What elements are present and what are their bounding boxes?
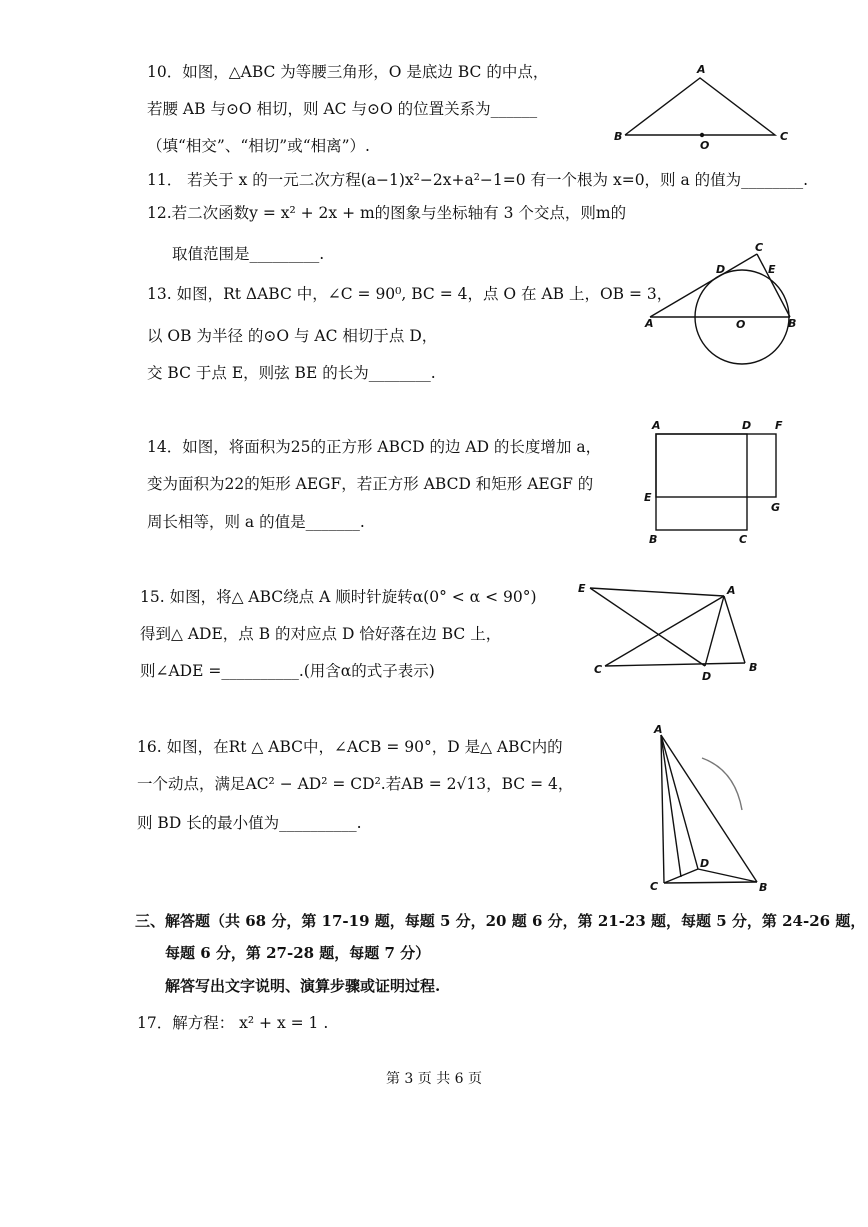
q16-label-c: C: [650, 880, 659, 893]
q14-label-b: B: [649, 533, 658, 546]
q14-label-d: D: [742, 419, 752, 432]
q15-line3: 则∠ADE =__________.(用含α的式子表示): [140, 662, 435, 680]
q14-line1: 14．如图，将面积为25的正方形 ABCD 的边 AD 的长度增加 a，: [147, 438, 602, 456]
q10-label-a: A: [697, 63, 706, 76]
q10-label-c: C: [780, 130, 789, 143]
q14-line3: 周长相等，则 a 的值是_______.: [147, 513, 365, 531]
q14-label-e: E: [644, 491, 652, 504]
q10-line1: 10．如图，△ABC 为等腰三角形，O 是底边 BC 的中点，: [147, 63, 549, 81]
q16-arc: [702, 758, 742, 810]
section3-heading-line1: 三、解答题（共 68 分，第 17-19 题，每题 5 分，20 题 6 分，第 21-23 题，每题 5 分，第 24-26 题，: [135, 912, 866, 930]
q10-label-o: O: [700, 139, 710, 152]
q16-line2: 一个动点，满足AC² − AD² = CD².若AB = 2√13，BC = 4，: [137, 775, 574, 793]
section3-heading-line2: 每题 6 分，第 27-28 题，每题 7 分）: [165, 944, 431, 962]
q15-line2: 得到△ ADE，点 B 的对应点 D 恰好落在边 BC 上，: [140, 625, 502, 643]
q15-label-e: E: [578, 582, 586, 595]
section3-instruction: 解答写出文字说明、演算步骤或证明过程.: [165, 977, 441, 995]
q16-line3: 则 BD 长的最小值为__________.: [137, 814, 362, 832]
q14-label-f: F: [775, 419, 783, 432]
q17-line1: 17．解方程： x² + x = 1 .: [137, 1014, 329, 1032]
q16-label-a: A: [654, 723, 663, 736]
q14-line2: 变为面积为22的矩形 AEGF，若正方形 ABCD 和矩形 AEGF 的: [147, 475, 594, 493]
q14-label-g: G: [771, 501, 781, 514]
q13-line1: 13. 如图，Rt ΔABC 中，∠C = 90⁰, BC = 4，点 O 在 AB 上，OB = 3，: [147, 285, 673, 303]
q14-label-c: C: [739, 533, 748, 546]
q16-segment-db: [698, 869, 757, 882]
page-footer: 第 3 页 共 6 页: [385, 1071, 483, 1087]
q15-label-d: D: [702, 670, 712, 683]
q13-label-e: E: [768, 263, 776, 276]
q10-line2: 若腰 AB 与⊙O 相切，则 AC 与⊙O 的位置关系为______: [147, 100, 538, 118]
q16-label-b: B: [759, 881, 768, 894]
q13-label-o: O: [736, 318, 746, 331]
q12-line2: 取值范围是_________.: [172, 245, 325, 263]
q14-label-a: A: [652, 419, 661, 432]
q15-line1: 15. 如图，将△ ABC绕点 A 顺时针旋转α(0° < α < 90°): [140, 588, 537, 606]
q13-line3: 交 BC 于点 E，则弦 BE 的长为________.: [147, 364, 436, 382]
q16-segment-cb: [664, 882, 757, 883]
q10-label-b: B: [614, 130, 623, 143]
q13-line2: 以 OB 为半径 的⊙O 与 AC 相切于点 D，: [147, 327, 438, 345]
q13-label-c: C: [755, 241, 764, 254]
q15-label-c: C: [594, 663, 603, 676]
q13-label-b: B: [788, 317, 797, 330]
q12-line1: 12.若二次函数y = x² + 2x + m的图象与坐标轴有 3 个交点，则m的: [147, 204, 627, 222]
q15-label-a: A: [727, 584, 736, 597]
q11-line1: 11． 若关于 x 的一元二次方程(a−1)x²−2x+a²−1=0 有一个根为 x=0，则 a 的值为________.: [147, 171, 809, 189]
q16-line1: 16. 如图，在Rt △ ABC中，∠ACB = 90°，D 是△ ABC内的: [137, 738, 563, 756]
q16-label-d: D: [700, 857, 710, 870]
q13-label-d: D: [716, 263, 726, 276]
q13-label-a: A: [645, 317, 654, 330]
q15-label-b: B: [749, 661, 758, 674]
q16-segment-ad: [661, 735, 698, 869]
q10-line3: （填“相交”、“相切”或“相离”）.: [147, 137, 370, 155]
